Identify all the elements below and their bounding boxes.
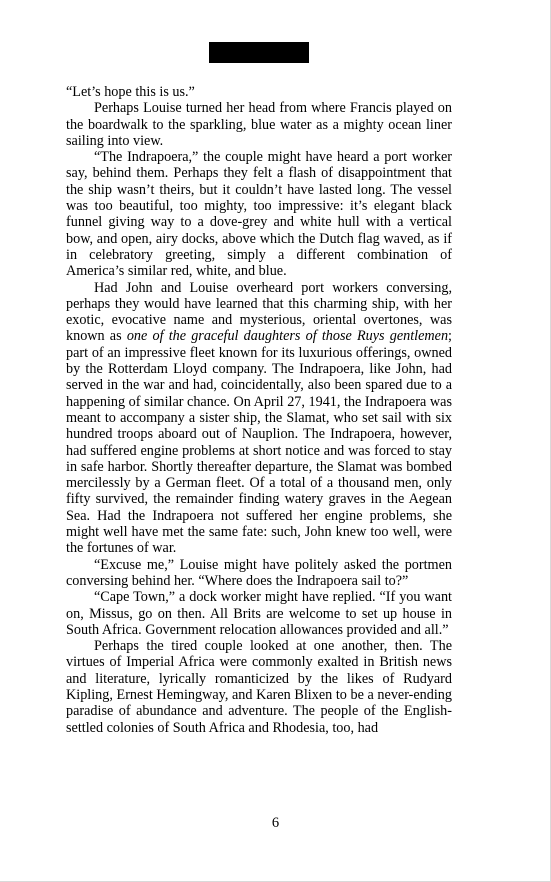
text-run: Perhaps the tired couple looked at one another, then. The virtues of Imperial Africa were commonly exalted in British news and literature, lyrically romanticized by the likes of Rudyard Kipling, Ernest Hemingway, and Karen Blixen to be a never-ending paradise of abundance and adventure. The people of the English-settled colonies of South Africa and Rhodesia, too, had xyxy=(66,638,452,736)
body-text xyxy=(66,84,452,736)
text-run: “Let’s hope this is us.” xyxy=(66,84,195,100)
paragraph xyxy=(66,84,452,100)
text-run: Had John and Louise overheard port workers conversing, perhaps they would have learned that this charming ship, with her exotic, evocative name and mysterious, oriental overtones, was known as xyxy=(66,279,452,345)
redacted-header-block xyxy=(209,42,309,63)
text-run: “Cape Town,” a dock worker might have replied. “If you want on, Missus, go on then. All Brits are welcome to set up house in South Africa. Government relocation allowances provided and all.” xyxy=(66,589,452,638)
paragraph xyxy=(66,280,452,557)
paragraph xyxy=(66,149,452,279)
paragraph xyxy=(66,589,452,638)
text-run: Perhaps Louise turned her head from where Francis played on the boardwalk to the sparkling, blue water as a mighty ocean liner sailing into view. xyxy=(66,100,452,149)
text-run: “The Indrapoera,” the couple might have heard a port worker say, behind them. Perhaps they felt a flash of disappointment that the ship wasn’t theirs, but it couldn’t have lasted long. The vessel was too beautiful, too mighty, too impressive: it’s elegant black funnel giving way to a dove-grey and white hull with a vertical bow, and open, airy docks, above which the Dutch flag waved, as if in celebratory greeting, simply a different combination of America’s similar red, white, and blue. xyxy=(66,149,452,280)
paragraph xyxy=(66,638,452,736)
text-run: ; part of an impressive fleet known for its luxurious offerings, owned by the Rotterdam Lloyd company. The Indrapoera, like John, had served in the war and had, coincidentally, also been spared due to a happening of similar chance. On April 27, 1941, the Indrapoera was meant to accompany a sister ship, the Slamat, who set sail with six hundred troops aboard out of Nauplion. The Indrapoera, however, had suffered engine problems at short notice and was forced to stay in safe harbor. Shortly thereafter departure, the Slamat was bombed mercilessly by a German fleet. Of a total of a thousand men, only fifty survived, the remainder finding watery graves in the Aegean Sea. Had the Indrapoera not suffered her engine problems, she might well have met the same fate: such, John knew too well, were the fortunes of war. xyxy=(66,328,452,557)
text-run: “Excuse me,” Louise might have politely asked the portmen conversing behind her. “Where does the Indrapoera sail to?” xyxy=(66,556,452,589)
paragraph xyxy=(66,557,452,590)
page-number: 6 xyxy=(271,815,280,831)
italic-phrase: one of the graceful daughters of those Ruys gentlemen xyxy=(126,328,449,345)
paragraph xyxy=(66,100,452,149)
